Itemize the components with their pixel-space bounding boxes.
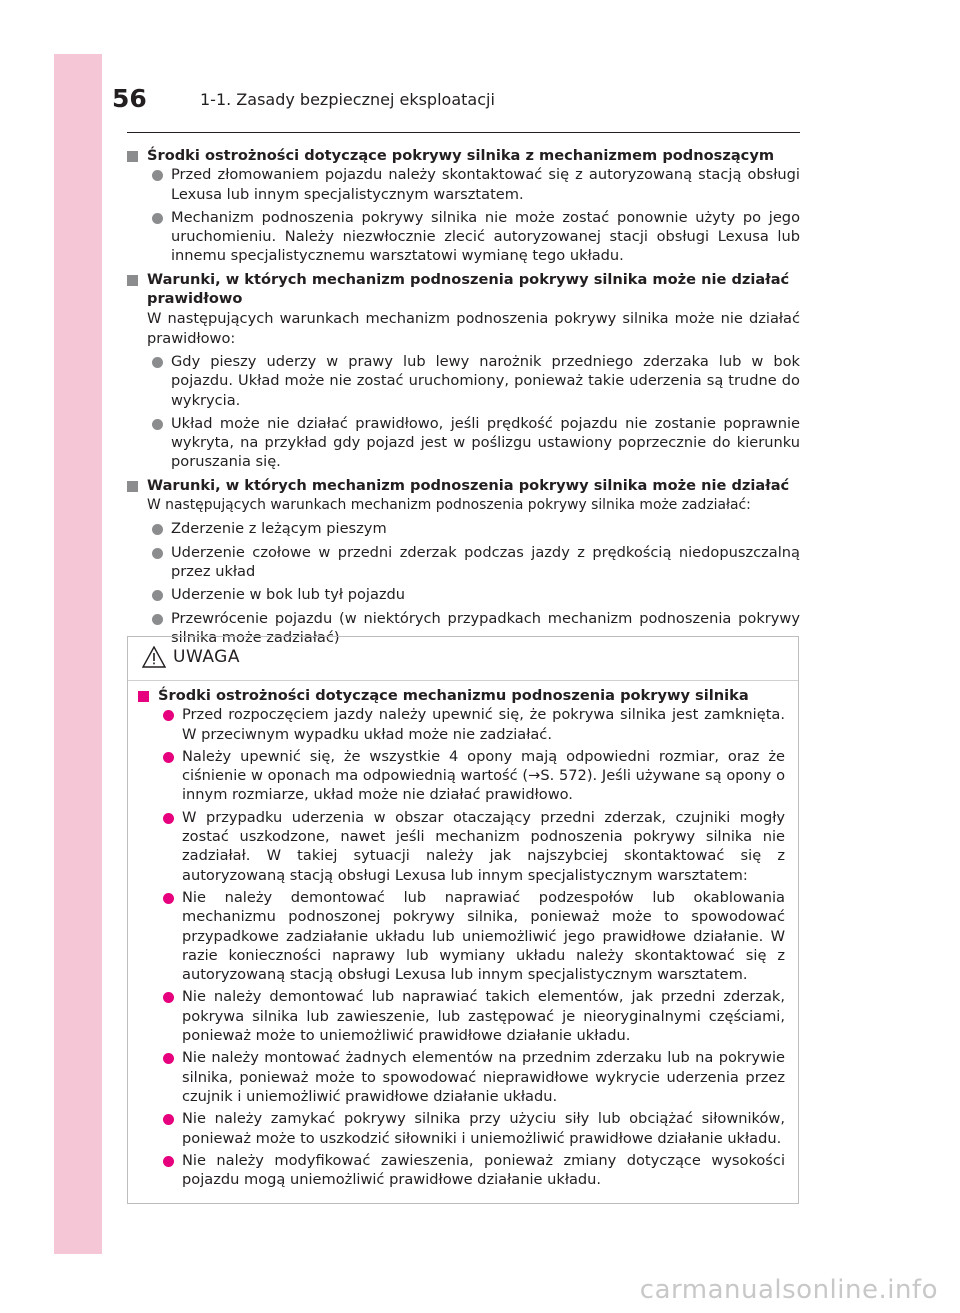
list-item: Uderzenie w bok lub tył pojazdu <box>127 585 800 604</box>
round-bullet-icon <box>152 213 163 224</box>
round-bullet-icon <box>152 170 163 181</box>
list-item: Nie należy zamykać pokrywy silnika przy użyciu siły lub obciążać siłowników, ponieważ może to uszkodzić siłowniki i uniemożliwić prawidłowe działanie układu. <box>138 1109 785 1148</box>
section-heading: Warunki, w których mechanizm podnoszenia pokrywy silnika może nie działać prawidłowo <box>127 270 800 309</box>
section-heading: Warunki, w których mechanizm podnoszenia pokrywy silnika może nie działać <box>127 476 800 495</box>
round-bullet-icon <box>163 1053 174 1064</box>
section-heading: Środki ostrożności dotyczące pokrywy silnika z mechanizmem podnoszącym <box>127 146 800 165</box>
page-number: 56 <box>112 84 147 113</box>
section-title: 1-1. Zasady bezpiecznej eksploatacji <box>200 90 495 109</box>
list-item: Przewrócenie pojazdu (w niektórych przypadkach mechanizm podnoszenia pokrywy silnika może zadziałać) <box>127 609 800 648</box>
round-bullet-icon <box>163 1156 174 1167</box>
main-content <box>127 146 800 651</box>
round-bullet-icon <box>163 992 174 1003</box>
round-bullet-icon <box>152 548 163 559</box>
round-bullet-icon <box>163 813 174 824</box>
header-rule <box>127 132 800 133</box>
list-item: Przed rozpoczęciem jazdy należy upewnić się, że pokrywa silnika jest zamknięta. W przeciwnym wypadku układ może nie zadziałać. <box>138 705 785 744</box>
warning-label: UWAGA <box>173 647 240 667</box>
list-item: Zderzenie z leżącym pieszym <box>127 519 800 538</box>
list-item: Nie należy montować żadnych elementów na przednim zderzaku lub na pokrywie silnika, ponieważ może to spowodować nieprawidłowe wykrycie uderzenia przez czujnik i uniemożliwić prawidłowe działanie układu. <box>138 1048 785 1106</box>
round-bullet-icon <box>152 614 163 625</box>
square-bullet-icon <box>138 691 149 702</box>
warning-content <box>138 686 785 1192</box>
warning-triangle-icon <box>142 646 166 668</box>
section-intro: W następujących warunkach mechanizm podnoszenia pokrywy silnika może nie działać prawidłowo: <box>147 310 800 347</box>
round-bullet-icon <box>152 419 163 430</box>
list-item: Przed złomowaniem pojazdu należy skontaktować się z autoryzowaną stacją obsługi Lexusa lub innym specjalistycznym warsztatem. <box>127 165 800 204</box>
list-item: Uderzenie czołowe w przedni zderzak podczas jazdy z prędkością niedopuszczalną przez układ <box>127 543 800 582</box>
square-bullet-icon <box>127 481 138 492</box>
list-item: Układ może nie działać prawidłowo, jeśli prędkość pojazdu nie zostanie poprawnie wykryta, na przykład gdy pojazd jest w poślizgu ustawiony poprzecznie do kierunku poruszania się. <box>127 414 800 472</box>
list-item: Mechanizm podnoszenia pokrywy silnika nie może zostać ponownie użyty po jego uruchomieniu. Należy niezwłocznie zlecić autoryzowanej stacji obsługi Lexusa lub innemu specjalistycznemu warsztatowi wymianę tego układu. <box>127 208 800 266</box>
square-bullet-icon <box>127 275 138 286</box>
list-item: Nie należy demontować lub naprawiać podzespołów lub okablowania mechanizmu podnoszonej pokrywy silnika, ponieważ może to spowodować przypadkowe zadziałanie układu lub uniemożliwić jego prawidłowe działanie. W razie konieczności naprawy lub wymiany układu należy skontaktować się z autoryzowaną stacją obsługi Lexusa lub innym specjalistycznym warsztatem. <box>138 888 785 984</box>
warning-header <box>128 637 798 681</box>
watermark: carmanualsonline.info <box>639 1275 938 1305</box>
side-strip <box>54 54 102 1254</box>
round-bullet-icon <box>152 357 163 368</box>
round-bullet-icon <box>152 524 163 535</box>
warning-box <box>127 636 799 1204</box>
square-bullet-icon <box>127 151 138 162</box>
list-item: Nie należy demontować lub naprawiać takich elementów, jak przedni zderzak, pokrywa silnika lub zawieszenie, lub zastępować je nieoryginalnymi częściami, ponieważ może to uniemożliwić prawidłowe działanie układu. <box>138 987 785 1045</box>
round-bullet-icon <box>152 590 163 601</box>
round-bullet-icon <box>163 893 174 904</box>
warning-heading: Środki ostrożności dotyczące mechanizmu podnoszenia pokrywy silnika <box>138 686 785 705</box>
round-bullet-icon <box>163 1114 174 1125</box>
list-item: Gdy pieszy uderzy w prawy lub lewy narożnik przedniego zderzaka lub w bok pojazdu. Układ może nie zostać uruchomiony, ponieważ takie uderzenia są trudne do wykrycia. <box>127 352 800 410</box>
section-intro: W następujących warunkach mechanizm podnoszenia pokrywy silnika może zadziałać: <box>147 497 751 514</box>
page-header <box>112 84 802 118</box>
round-bullet-icon <box>163 710 174 721</box>
list-item: Należy upewnić się, że wszystkie 4 opony mają odpowiedni rozmiar, oraz że ciśnienie w oponach ma odpowiednią wartość (→S. 572). Jeśli używane są opony o innym rozmiarze, układ może nie działać prawidłowo. <box>138 747 785 805</box>
list-item: Nie należy modyfikować zawieszenia, ponieważ zmiany dotyczące wysokości pojazdu mogą uniemożliwić prawidłowe działanie układu. <box>138 1151 785 1190</box>
list-item: W przypadku uderzenia w obszar otaczający przedni zderzak, czujniki mogły zostać uszkodzone, nawet jeśli mechanizm podnoszenia pokrywy silnika nie zadziałał. W takiej sytuacji należy jak najszybciej skontaktować się z autoryzowaną stacją obsługi Lexusa lub innym specjalistycznym warsztatem: <box>138 808 785 885</box>
round-bullet-icon <box>163 752 174 763</box>
